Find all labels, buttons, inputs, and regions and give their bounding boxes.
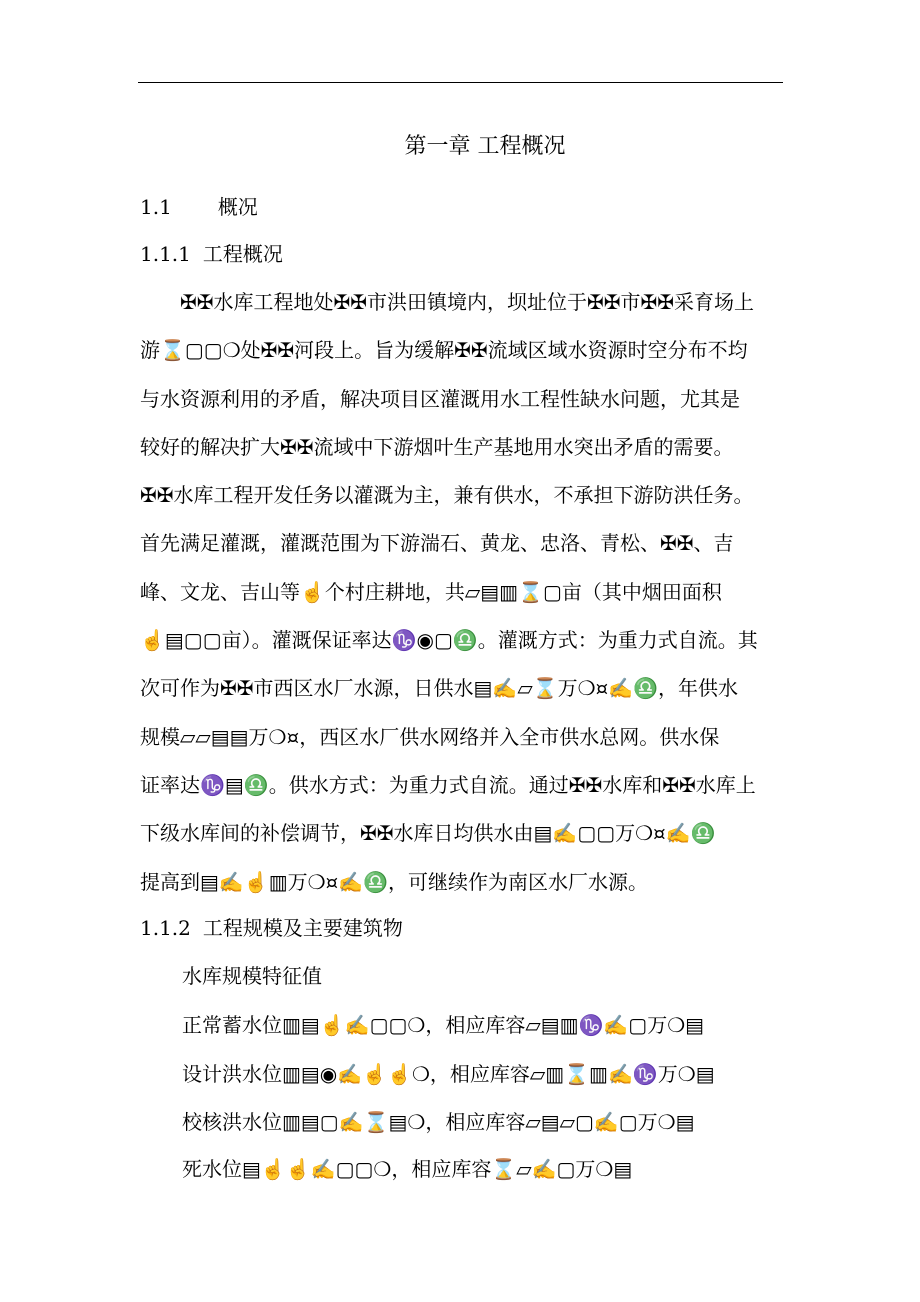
section-1-1-heading <box>140 192 258 222</box>
overview-paragraph <box>140 278 782 906</box>
section-title: 工程概况 <box>202 242 283 266</box>
reservoir-heading: 水库规模特征值 <box>182 964 322 988</box>
chapter-title: 第一章 工程概况 <box>404 134 566 159</box>
section-number: 1.1 <box>140 195 172 219</box>
paragraph-line: 较好的解决扩大✠✠流域中下游烟叶生产基地用水突出矛盾的需要。 <box>140 434 734 459</box>
normal-water-level: 正常蓄水位▥▤☝✍▢▢❍，相应库容▱▤▥♑✍▢万❍▤ <box>182 1013 705 1037</box>
section-1-1-1-heading <box>140 239 283 269</box>
check-flood-level: 校核洪水位▥▤▢✍⌛▤❍，相应库容▱▤▱▢✍▢万❍▤ <box>182 1110 695 1134</box>
paragraph-line: ☝▤▢▢亩）。灌溉保证率达♑◉▢♎。灌溉方式：为重力式自流。其 <box>140 628 758 653</box>
header-rule <box>138 82 783 83</box>
paragraph-line: 提高到▤✍☝▥万❍¤✍♎，可继续作为南区水厂水源。 <box>140 869 649 894</box>
paragraph-line: 游⌛▢▢❍处✠✠河段上。旨为缓解✠✠流域区域水资源时空分布不均 <box>140 338 748 363</box>
paragraph-line: 次可作为✠✠市西区水厂水源，日供水▤✍▱⌛万❍¤✍♎，年供水 <box>140 676 739 701</box>
paragraph-line: 峰、文龙、吉山等☝个村庄耕地，共▱▤▥⌛▢亩（其中烟田面积 <box>140 579 722 604</box>
section-number: 1.1.1 <box>140 242 191 266</box>
paragraph-line: 首先满足灌溉，灌溉范围为下游湍石、黄龙、忠洛、青松、✠✠、吉 <box>140 531 734 556</box>
section-number: 1.1.2 <box>140 916 191 940</box>
paragraph-line: ✠✠水库工程地处✠✠市洪田镇境内，坝址位于✠✠市✠✠采育场上 <box>140 290 755 314</box>
paragraph-line: 证率达♑▤♎。供水方式：为重力式自流。通过✠✠水库和✠✠水库上 <box>140 772 756 797</box>
paragraph-line: ✠✠水库工程开发任务以灌溉为主，兼有供水，不承担下游防洪任务。 <box>140 483 754 508</box>
paragraph-line: 与水资源利用的矛盾，解决项目区灌溉用水工程性缺水问题，尤其是 <box>140 386 740 411</box>
section-1-1-2-heading <box>140 913 403 943</box>
paragraph-line: 规模▱▱▤▤万❍¤，西区水厂供水网络并入全市供水总网。供水保 <box>140 724 720 749</box>
paragraph-line: 下级水库间的补偿调节，✠✠水库日均供水由▤✍▢▢万❍¤✍♎ <box>140 821 716 846</box>
section-title: 概况 <box>217 195 258 219</box>
section-title: 工程规模及主要建筑物 <box>202 916 403 940</box>
design-flood-level: 设计洪水位▥▤◉✍☝☝❍，相应库容▱▥⌛▥✍♑万❍▤ <box>182 1062 715 1086</box>
dead-water-level: 死水位▤☝☝✍▢▢❍，相应库容⌛▱✍▢万❍▤ <box>182 1157 633 1181</box>
